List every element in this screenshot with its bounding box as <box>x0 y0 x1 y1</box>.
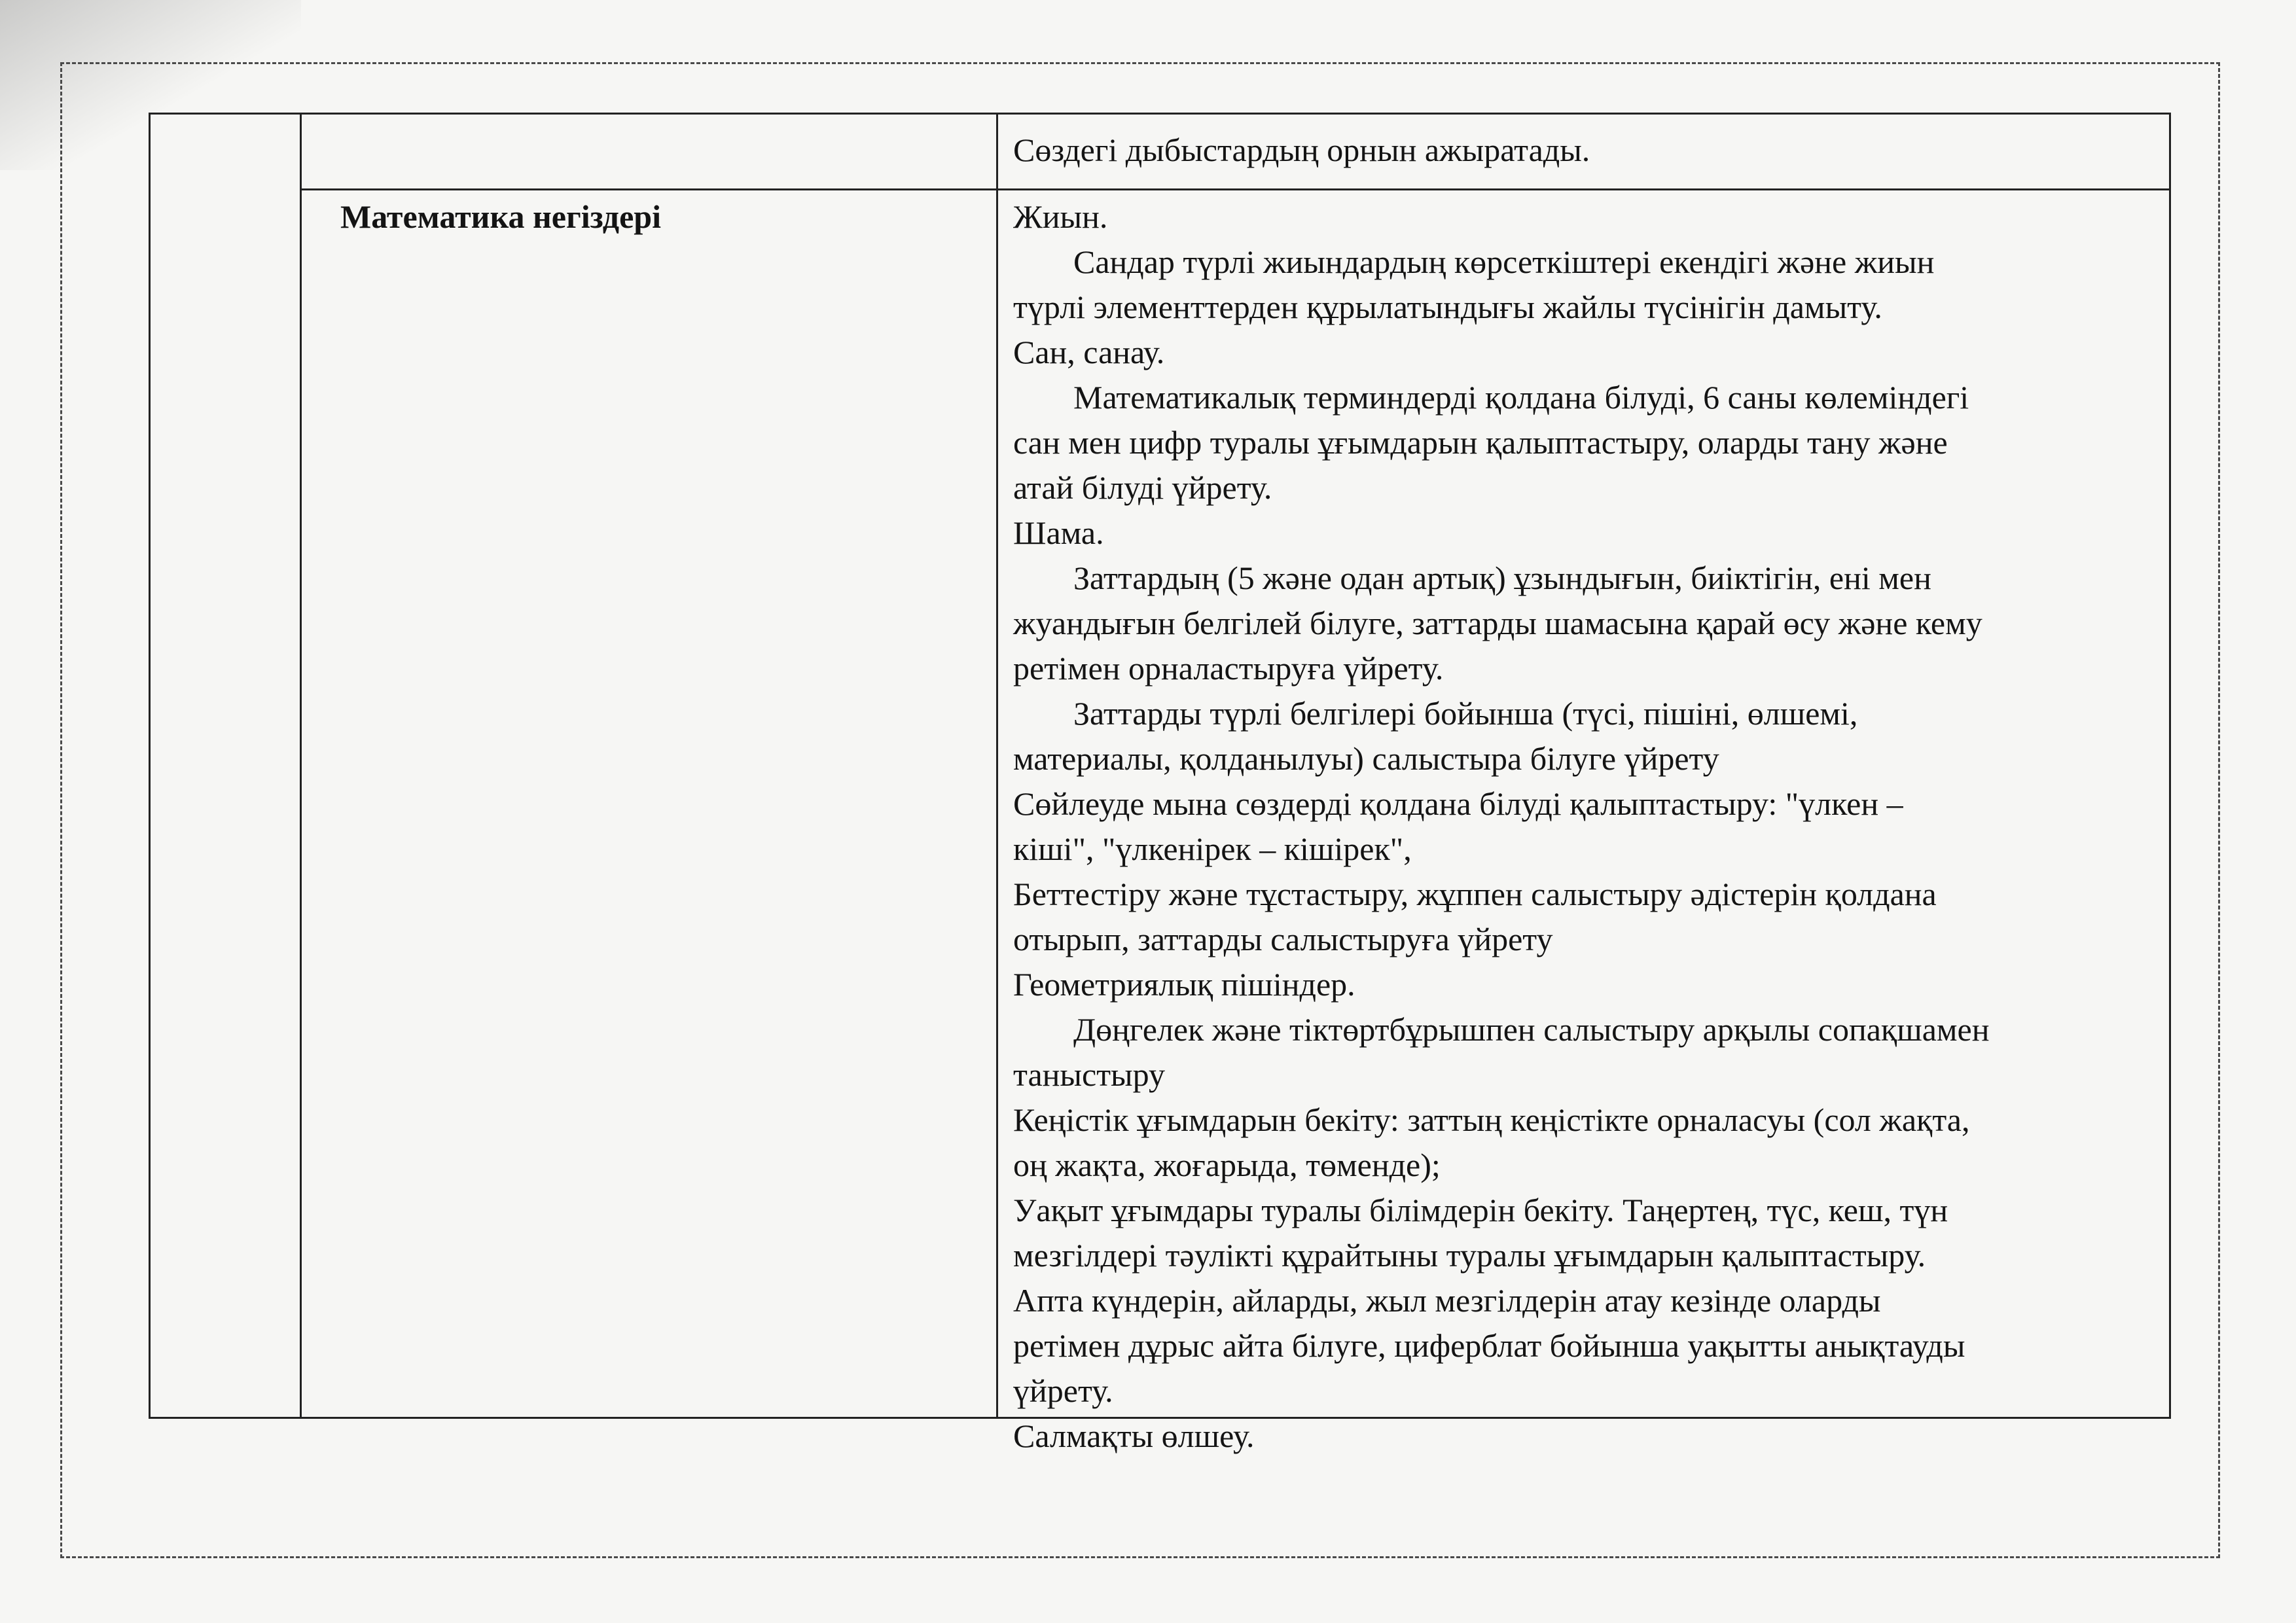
content-line: Жиын. <box>1013 198 1108 235</box>
column-divider-left <box>300 115 302 1417</box>
content-line: кіші", "үлкенірек – кішірек", <box>1013 830 1412 867</box>
content-line: Сан, санау. <box>1013 334 1165 370</box>
content-line: Заттардың (5 және одан артық) ұзындығын, биіктігін, ені мен <box>1073 560 1931 596</box>
content-line: мезгілдері тәулікті құрайтыны туралы ұғымдарын қалыптастыру. <box>1013 1237 1926 1274</box>
content-line: оң жақта, жоғарыда, төменде); <box>1013 1147 1441 1183</box>
curriculum-table <box>149 113 2171 1454</box>
content-line: жуандығын белгілей білуге, заттарды шамасына қарай өсу және кему <box>1013 605 1982 641</box>
content-line: Дөңгелек және тіктөртбұрышпен салыстыру арқылы сопақшамен <box>1073 1011 1990 1048</box>
content-line: атай білуді үйрету. <box>1013 469 1272 506</box>
content-line: Беттестіру және тұстастыру, жұппен салыстыру әдістерін қолдана <box>1013 876 1937 912</box>
row1-content: Сөздегі дыбыстардың орнын ажыратады. <box>1013 132 1590 168</box>
column-divider-right <box>996 115 998 1417</box>
content-line: ретімен дұрыс айта білуге, циферблат бойынша уақытты анықтауды <box>1013 1327 1965 1364</box>
content-line: Заттарды түрлі белгілері бойынша (түсі, пішіні, өлшемі, <box>1073 695 1858 732</box>
content-line: Сөйлеуде мына сөздерді қолдана білуді қалыптастыру: "үлкен – <box>1013 785 1903 822</box>
content-line: сан мен цифр туралы ұғымдарын қалыптастыру, оларды тану және <box>1013 424 1948 461</box>
content-line: таныстыру <box>1013 1056 1165 1093</box>
content-line: Апта күндерін, айларды, жыл мезгілдерін атау кезінде оларды <box>1013 1282 1881 1319</box>
subject-content <box>1013 194 2152 1459</box>
content-line: Уақыт ұғымдары туралы білімдерін бекіту. Таңертең, түс, кеш, түн <box>1013 1192 1948 1228</box>
content-line: Математикалық терминдерді қолдана білуді, 6 саны көлеміндегі <box>1073 379 1969 416</box>
content-line: Сандар түрлі жиындардың көрсеткіштері екендігі және жиын <box>1073 243 1935 280</box>
subject-title: Математика негіздері <box>340 198 661 235</box>
content-line: отырып, заттарды салыстыруға үйрету <box>1013 921 1553 957</box>
content-line: Кеңістік ұғымдарын бекіту: заттың кеңістікте орналасуы (сол жақта, <box>1013 1101 1970 1138</box>
content-line: Салмақты өлшеу. <box>1013 1418 1255 1454</box>
content-line: материалы, қолданылуы) салыстыра білуге үйрету <box>1013 740 1719 777</box>
content-line: Шама. <box>1013 514 1104 551</box>
content-line: ретімен орналастыруға үйрету. <box>1013 650 1444 687</box>
row-divider <box>300 188 2169 190</box>
content-line: Геометриялық пішіндер. <box>1013 966 1355 1003</box>
content-line: үйрету. <box>1013 1372 1113 1409</box>
content-line: түрлі элементтерден құрылатындығы жайлы түсінігін дамыту. <box>1013 289 1882 325</box>
